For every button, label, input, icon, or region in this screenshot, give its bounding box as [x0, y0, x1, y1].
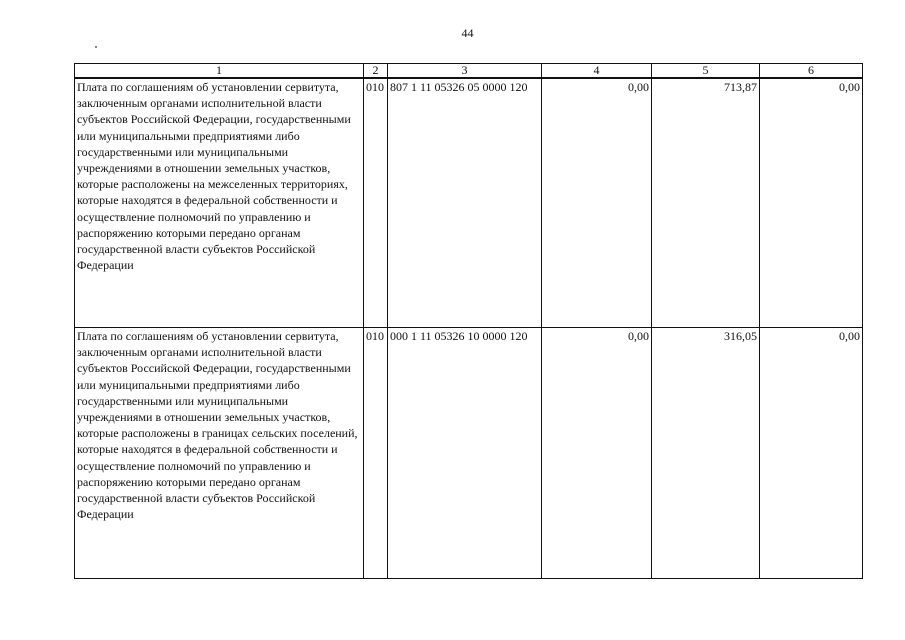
row-budget-code-cell: 000 1 11 05326 10 0000 120 [388, 328, 542, 579]
page-number: 44 [461, 26, 474, 40]
scan-speck [95, 46, 97, 48]
row-name-cell: Плата по соглашениям об установлении сервитута, заключенным органами исполнительной власти субъектов Российской Федерации, государственными или муниципальными предприятиями либо государственными или муниципальными учреждениями в отношении земельных участков, которые расположены на межселенных территориях, которые находятся в федеральной собственности и осуществление полномочий по управлению и распоряжению которыми передано органам государственной власти субъектов Российской Федерации [75, 78, 364, 328]
revenue-table [74, 63, 863, 579]
header-col-1: 1 [75, 64, 364, 79]
row-budget-code-cell: 807 1 11 05326 05 0000 120 [388, 78, 542, 328]
table-row [75, 328, 863, 579]
table-header-row [75, 64, 863, 79]
row-col6-cell: 0,00 [760, 328, 863, 579]
row-admin-code-cell: 010 [364, 78, 388, 328]
header-col-2: 2 [364, 64, 388, 79]
row-col4-cell: 0,00 [542, 328, 652, 579]
row-admin-code-cell: 010 [364, 328, 388, 579]
header-col-5: 5 [652, 64, 760, 79]
row-col4-cell: 0,00 [542, 78, 652, 328]
row-name-cell: Плата по соглашениям об установлении сервитута, заключенным органами исполнительной власти субъектов Российской Федерации, государственными или муниципальными предприятиями либо государственными или муниципальными учреждениями в отношении земельных участков, которые расположены в границах сельских поселений, которые находятся в федеральной собственности и осуществление полномочий по управлению и распоряжению которыми передано органам государственной власти субъектов Российской Федерации [75, 328, 364, 579]
header-col-6: 6 [760, 64, 863, 79]
row-col6-cell: 0,00 [760, 78, 863, 328]
row-col5-cell: 316,05 [652, 328, 760, 579]
header-col-3: 3 [388, 64, 542, 79]
header-col-4: 4 [542, 64, 652, 79]
table-row [75, 78, 863, 328]
row-col5-cell: 713,87 [652, 78, 760, 328]
